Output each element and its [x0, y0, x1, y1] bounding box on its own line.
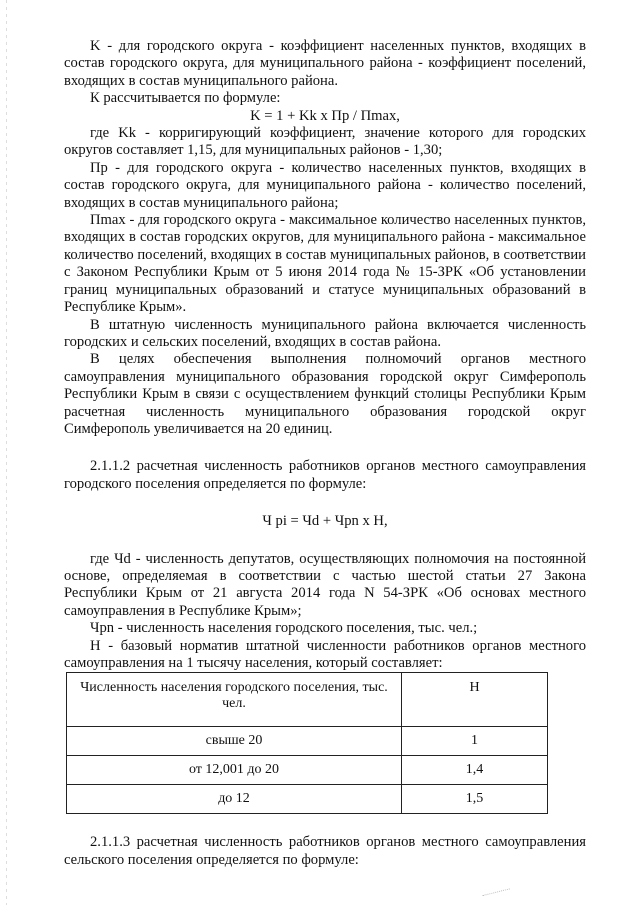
k-formula-intro: К рассчитывается по формуле:: [90, 90, 281, 107]
chpi-formula: Ч pi = Чd + Чpn x H,: [262, 513, 388, 530]
table-row: [67, 785, 548, 814]
pen-mark: [478, 871, 510, 896]
pmax-definition-paragraph: Пmax - для городского округа - максимальное количество населенных пунктов, входящих в состав городских округов, для муниципального района - максимальное количество поселений, входящих в состав муниципальных районов, в соответствии с Законом Республики Крым от 5 июня 2014 года № 15-ЗРК «Об установлении границ муниципальных образований и статусе муниципальных образований в Республике Крым».: [64, 212, 586, 316]
table-header-row: [67, 673, 548, 727]
scan-edge: [6, 0, 7, 905]
simferopol-paragraph: В целях обеспечения выполнения полномочий органов местного самоуправления муниципального образования городской округ Симферополь Республики Крым в связи с осуществлением функций столицы Республики Крым расчетная численность муниципального образования городской округ Симферополь увеличивается на 20 единиц.: [64, 351, 586, 437]
k-formula: K = 1 + Kk x Пр / Пmax,: [250, 107, 400, 124]
h-value-cell: 1,4: [402, 756, 548, 785]
section-2113-heading: 2.1.1.3 расчетная численность работников органов местного самоуправления сельского поселения определяется по формуле:: [64, 834, 586, 868]
population-column-header: Численность населения городского поселения, тыс. чел.: [67, 673, 402, 727]
section-2112-heading: 2.1.1.2 расчетная численность работников органов местного самоуправления городского поселения определяется по формуле:: [64, 458, 586, 492]
kk-definition-paragraph: где Kk - корригирующий коэффициент, значение которого для городских округов составляет 1,15, для муниципальных районов - 1,30;: [64, 125, 586, 159]
table-row: [67, 756, 548, 785]
chpn-definition-paragraph: Чpn - численность населения городского поселения, тыс. чел.;: [90, 620, 478, 637]
h-value-cell: 1: [402, 727, 548, 756]
district-staff-paragraph: В штатную численность муниципального района включается численность городских и сельских поселений, входящих в состав района.: [64, 316, 586, 350]
population-cell: от 12,001 до 20: [67, 756, 402, 785]
k-definition-paragraph: K - для городского округа - коэффициент населенных пунктов, входящих в состав городского округа, для муниципального района - коэффициент поселений, входящих в состав муниципального района.: [64, 38, 586, 89]
h-value-cell: 1,5: [402, 785, 548, 814]
norms-table: [66, 672, 548, 814]
h-definition-paragraph: Н - базовый норматив штатной численности работников органов местного самоуправления на 1 тысячу населения, который составляет:: [64, 637, 586, 671]
pr-definition-paragraph: Пр - для городского округа - количество населенных пунктов, входящих в состав городского округа, для муниципального района - количество поселений, входящих в состав муниципального района;: [64, 159, 586, 211]
chd-definition-paragraph: где Чd - численность депутатов, осуществляющих полномочия на постоянной основе, определяемая в соответствии с частью шестой статьи 27 Закона Республики Крым от 21 августа 2014 года N 54-ЗРК «Об основах местного самоуправления в Республике Крым»;: [64, 550, 586, 619]
population-cell: до 12: [67, 785, 402, 814]
table-row: [67, 727, 548, 756]
population-cell: свыше 20: [67, 727, 402, 756]
h-column-header: Н: [402, 673, 548, 727]
